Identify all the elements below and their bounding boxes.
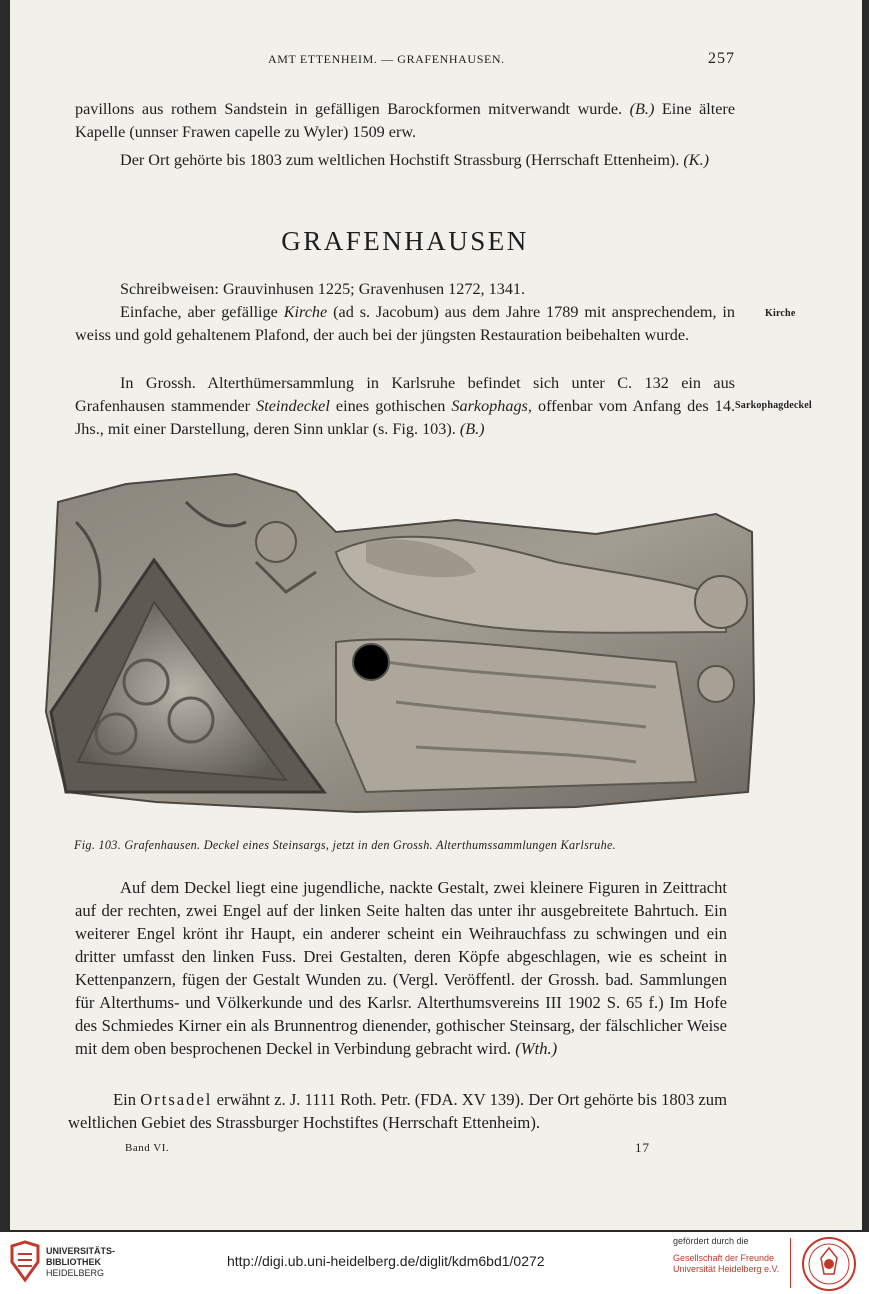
description-paragraph-2: Ein Ortsadel erwähnt z. J. 1111 Roth. Petr. (FDA. XV 139). Der Ort gehörte bis 1803 zum weltlichen Gebiet des Strassburger Hochstiftes (Herrschaft Ettenheim). — [68, 1090, 727, 1132]
society-name[interactable] — [673, 1253, 779, 1275]
library-name-line-1: UNIVERSITÄTS- — [46, 1246, 116, 1256]
library-logo-icon[interactable] — [8, 1240, 42, 1284]
library-name — [46, 1246, 115, 1279]
footer-signature: 17 — [635, 1140, 650, 1155]
running-head-title: AMT ETTENHEIM. — GRAFENHAUSEN. — [268, 52, 505, 66]
intro-paragraph-1: pavillons aus rothem Sandstein in gefälligen Barockformen mitverwandt wurde. (B.) Eine ältere Kapelle (unnser Frawen capelle zu Wyler) 1509 erw. — [75, 100, 736, 141]
schreibweisen-paragraph: Schreibweisen: Grauvinhusen 1225; Gravenhusen 1272, 1341. — [120, 280, 526, 298]
society-name-line-1: Gesellschaft der Freunde — [673, 1253, 775, 1263]
margin-note-kirche: Kirche — [765, 308, 796, 319]
kirche-paragraph: Einfache, aber gefällige Kirche (ad s. Jacobum) aus dem Jahre 1789 mit ansprechendem, in weiss und gold gehaltenem Plafond, der auch bei der jüngsten Restauration beibehalten wurde. — [75, 303, 736, 344]
figure-sarcophagus-lid — [36, 462, 760, 824]
margin-note-sarkophag: Sarkophagdeckel — [735, 400, 812, 411]
society-name-line-2: Universität Heidelberg e.V. — [673, 1264, 780, 1274]
figure-caption: Fig. 103. Grafenhausen. Deckel eines Steinsargs, jetzt in den Grossh. Alterthumssammlungen Karlsruhe. — [74, 838, 617, 852]
university-seal-icon[interactable] — [801, 1236, 857, 1292]
page-number: 257 — [708, 50, 735, 67]
library-name-line-2: BIBLIOTHEK — [46, 1257, 101, 1267]
bar-divider — [790, 1238, 791, 1288]
description-paragraph-1: Auf dem Deckel liegt eine jugendliche, nackte Gestalt, zwei kleinere Figuren in Zeittracht auf der rechten, zwei Engel auf der linken Seite halten das unter ihr ausgebreitete Bahrtuch. Ein weiterer Engel krönt ihr Haupt, ein anderer scheint ein Weihrauchfass zu schwingen und ein dritter umfasst den linken Fuss. Drei Gestalten, deren Köpfe abgeschlagen, wie es scheint in Kettenpanzern, fügen der Gestalt Wunden zu. (Vergl. Veröffentl. der Grossh. bad. Sammlungen für Alterthums- und Völkerkunde und des Karlsr. Alterthumsvereins III 1902 S. 65 f.) Im Hofe des Schmiedes Kirner ein als Brunnentrog dienender, gothischer Steinsarg, der fälschlicher Weise mit dem oben besprochenen Deckel in Verbindung gebracht wird. (Wth.) — [75, 878, 727, 1058]
grossh-paragraph: In Grossh. Alterthümersammlung in Karlsruhe befindet sich unter C. 132 ein aus Grafenhausen stammender Steindeckel eines gothischen Sarkophags, offenbar vom Anfang des 14. Jhs., mit einer Darstellung, deren Sinn unklar (s. Fig. 103). (B.) — [75, 374, 736, 438]
running-head — [0, 52, 869, 72]
section-heading: GRAFENHAUSEN — [281, 226, 529, 256]
library-name-line-3: HEIDELBERG — [46, 1268, 105, 1278]
sarcophagus-relief-image — [36, 462, 760, 824]
funded-by-label: gefördert durch die — [673, 1236, 749, 1246]
intro-paragraph-2: Der Ort gehörte bis 1803 zum weltlichen Hochstift Strassburg (Herrschaft Ettenheim). (K.) — [120, 151, 710, 169]
footer-band: Band VI. — [125, 1142, 170, 1154]
digitization-bar — [0, 1232, 869, 1294]
permalink-url[interactable]: http://digi.ub.uni-heidelberg.de/diglit/kdm6bd1/0272 — [227, 1253, 545, 1269]
